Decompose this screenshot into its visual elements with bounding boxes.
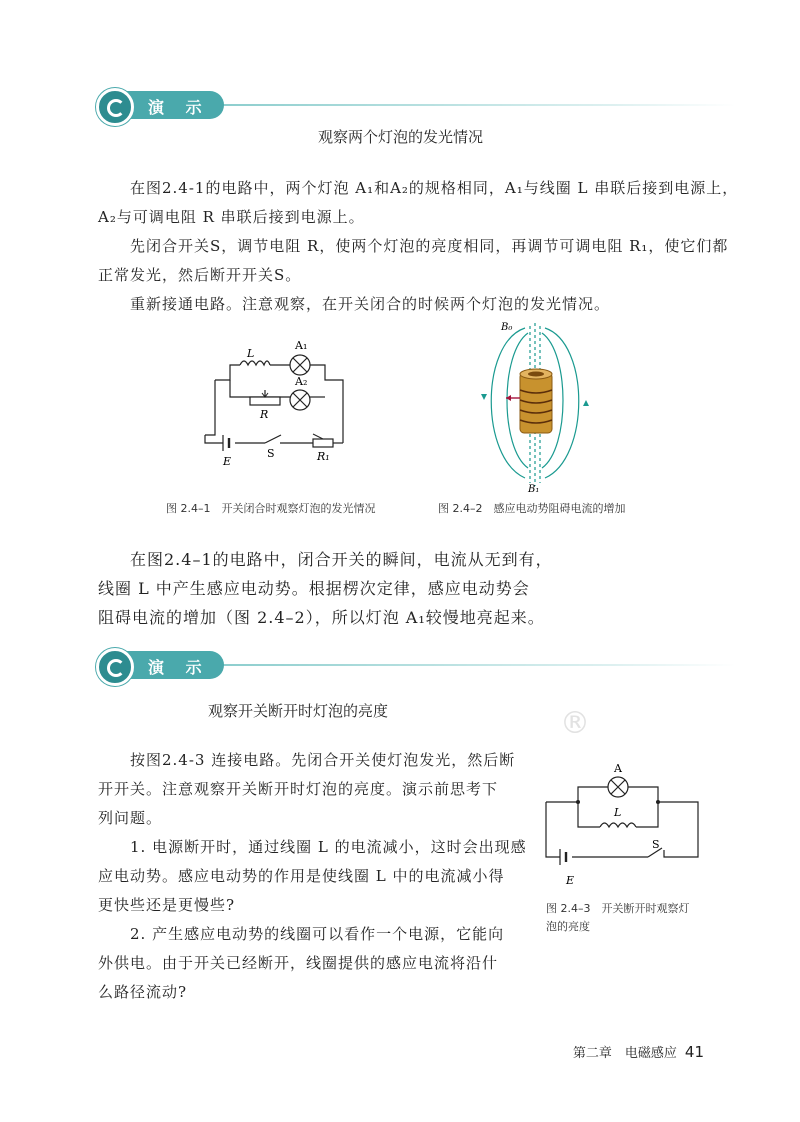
inductor-icon [600, 823, 636, 827]
figure-caption: 图 2.4–2 感应电动势阻碍电流的增加 [438, 502, 626, 515]
lamp-a2-icon [290, 390, 310, 410]
battery-icon [560, 849, 566, 865]
label-a1: A₁ [295, 339, 308, 352]
label-a: A [614, 762, 622, 775]
label-s: S [267, 447, 275, 460]
paragraph: 在图2.4-1的电路中，两个灯泡 A₁和A₂的规格相同，A₁与线圈 L 串联后接到电源上， [130, 179, 739, 197]
switch-icon [265, 435, 281, 443]
demo-icon [96, 88, 134, 126]
chapter-label: 第二章 电磁感应 [572, 1046, 677, 1061]
question: 更快些还是更慢些? [98, 896, 236, 914]
lamp-a1-icon [290, 355, 310, 375]
banner-label: 演 示 [148, 98, 210, 117]
inductor-icon [240, 361, 270, 365]
paragraph: 按图2.4-3 连接电路。先闭合开关使灯泡发光，然后断 [130, 751, 516, 769]
question: 应电动势。感应电动势的作用是使线圈 L 中的电流减小得 [98, 867, 505, 885]
question: 么路径流动? [98, 983, 188, 1001]
paragraph: 先闭合开关S，调节电阻 R，使两个灯泡的亮度相同，再调节可调电阻 R₁，使它们都 [130, 237, 729, 255]
paragraph: 重新接通电路。注意观察，在开关闭合的时候两个灯泡的发光情况。 [130, 295, 611, 313]
paragraph: 开开关。注意观察开关断开时灯泡的亮度。演示前思考下 [98, 780, 499, 798]
circuit-diagram-1 [195, 335, 365, 475]
banner-rule [156, 664, 736, 666]
resistor-r-icon [250, 390, 280, 405]
circuit-diagram-3 [538, 752, 708, 892]
question: 外供电。由于开关已经断开，线圈提供的感应电流将沿什 [98, 954, 499, 972]
label-e: E [566, 874, 575, 887]
demo-title: 观察开关断开时灯泡的亮度 [208, 702, 389, 720]
arrow-icon [583, 400, 589, 406]
coil-field-diagram [470, 318, 600, 493]
figure-caption: 泡的亮度 [546, 920, 590, 933]
page-footer [573, 1042, 704, 1061]
question: 1. 电源断开时，通过线圈 L 的电流减小，这时会出现感 [130, 838, 527, 856]
banner-label: 演 示 [148, 658, 210, 677]
lamp-a-icon [608, 777, 628, 797]
demo-banner [96, 648, 736, 682]
label-r1: R₁ [317, 450, 330, 463]
label-a2: A₂ [295, 375, 308, 388]
resistor-r1-icon [313, 434, 333, 447]
demo-banner [96, 88, 736, 122]
coil-icon [506, 369, 552, 433]
label-l: L [614, 806, 622, 819]
demo-title: 观察两个灯泡的发光情况 [318, 128, 484, 146]
label-e: E [223, 455, 232, 468]
label-l: L [247, 347, 255, 360]
banner-rule [156, 104, 736, 106]
figure-caption: 图 2.4–1 开关闭合时观察灯泡的发光情况 [166, 502, 376, 515]
label-s: S [652, 838, 660, 851]
battery-icon [223, 435, 229, 451]
paragraph: 正常发光，然后断开开关S。 [98, 266, 302, 284]
label-r: R [260, 408, 269, 421]
label-b0: B₀ [501, 322, 513, 333]
arrow-icon [481, 394, 487, 400]
paragraph: 线圈 L 中产生感应电动势。根据楞次定律，感应电动势会 [98, 579, 530, 598]
paragraph: A₂与可调电阻 R 串联后接到电源上。 [98, 208, 365, 226]
demo-icon [96, 648, 134, 686]
page-number: 41 [684, 1043, 704, 1061]
question: 2. 产生感应电动势的线圈可以看作一个电源，它能向 [130, 925, 505, 943]
label-b1: B₁ [528, 484, 540, 493]
paragraph: 阻碍电流的增加（图 2.4–2），所以灯泡 A₁较慢地亮起来。 [98, 608, 545, 627]
paragraph: 列问题。 [98, 809, 163, 827]
watermark: ® [560, 706, 590, 741]
figure-caption: 图 2.4–3 开关断开时观察灯 [546, 902, 690, 915]
paragraph: 在图2.4–1的电路中，闭合开关的瞬间，电流从无到有， [130, 550, 553, 569]
